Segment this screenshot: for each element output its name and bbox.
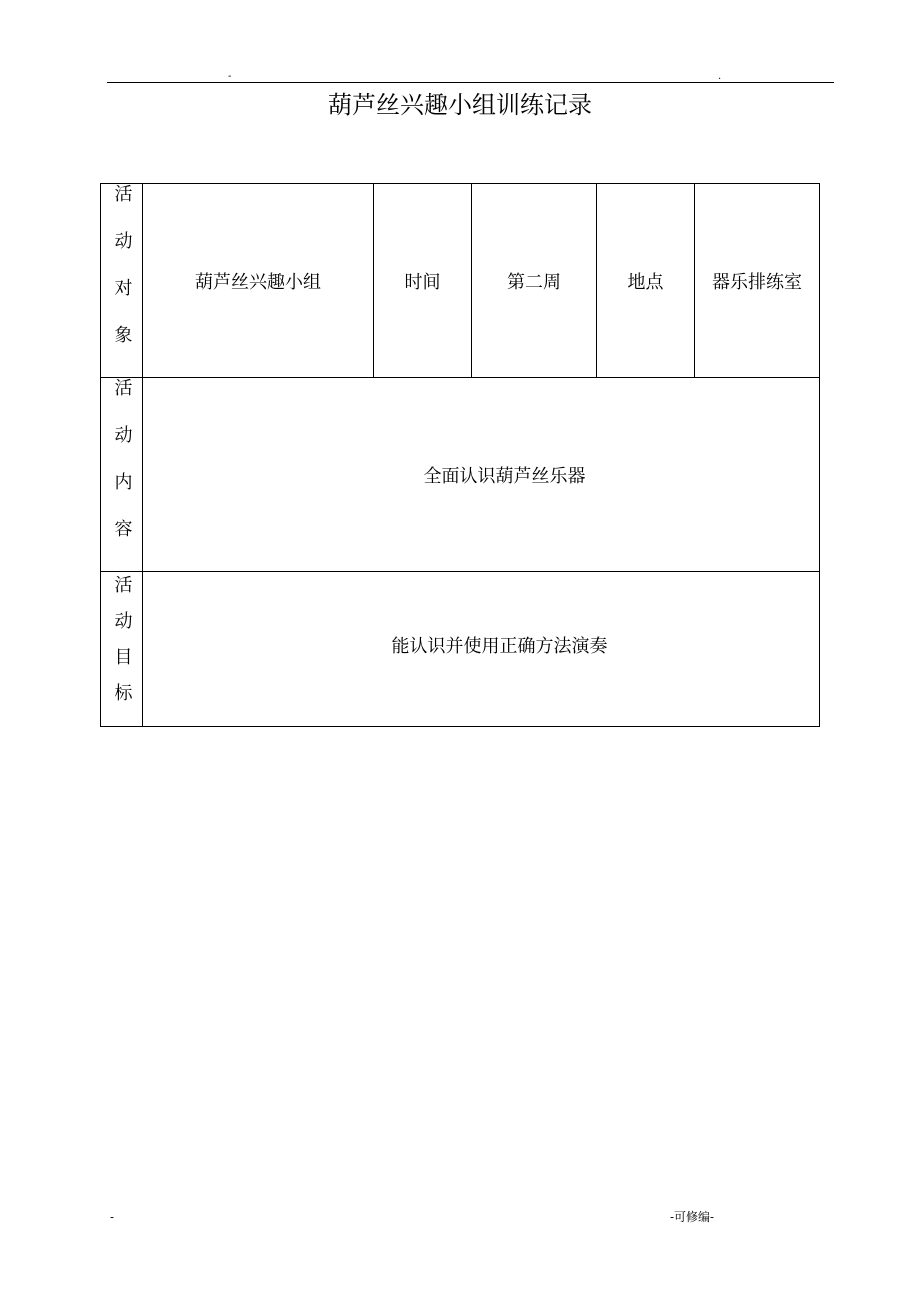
label-cell-activity-goal — [101, 572, 143, 727]
header-left-mark: - — [228, 71, 232, 82]
header-rule — [107, 82, 834, 83]
activity-goal-text: 能认识并使用正确方法演奏 — [391, 636, 608, 657]
training-record-table — [100, 183, 820, 727]
page-title: 葫芦丝兴趣小组训练记录 — [328, 91, 592, 119]
activity-content-text: 全面认识葫芦丝乐器 — [423, 465, 586, 487]
activity-goal-label: 活动目标 — [111, 574, 133, 719]
time-value-cell — [472, 184, 597, 378]
label-cell-activity-content — [101, 378, 143, 572]
footer-left-mark: - — [110, 1210, 115, 1224]
activity-content-cell — [143, 378, 820, 572]
place-label-cell — [597, 184, 695, 378]
row-activity-object — [101, 184, 820, 378]
row-activity-content — [101, 378, 820, 572]
time-value: 第二周 — [507, 271, 561, 293]
footer-editable-note: -可修编- — [670, 1210, 715, 1224]
row-activity-goal — [101, 572, 820, 727]
object-cell — [143, 184, 374, 378]
activity-content-label: 活动内容 — [111, 378, 133, 566]
time-label: 时间 — [404, 271, 441, 293]
header-right-mark: . — [718, 71, 722, 82]
place-label: 地点 — [627, 271, 664, 293]
label-cell-activity-object — [101, 184, 143, 378]
object-value: 葫芦丝兴趣小组 — [195, 271, 321, 293]
place-value: 器乐排练室 — [712, 271, 802, 293]
activity-object-label: 活动对象 — [111, 184, 133, 372]
place-value-cell — [695, 184, 820, 378]
activity-goal-cell — [143, 572, 820, 727]
time-label-cell — [374, 184, 472, 378]
